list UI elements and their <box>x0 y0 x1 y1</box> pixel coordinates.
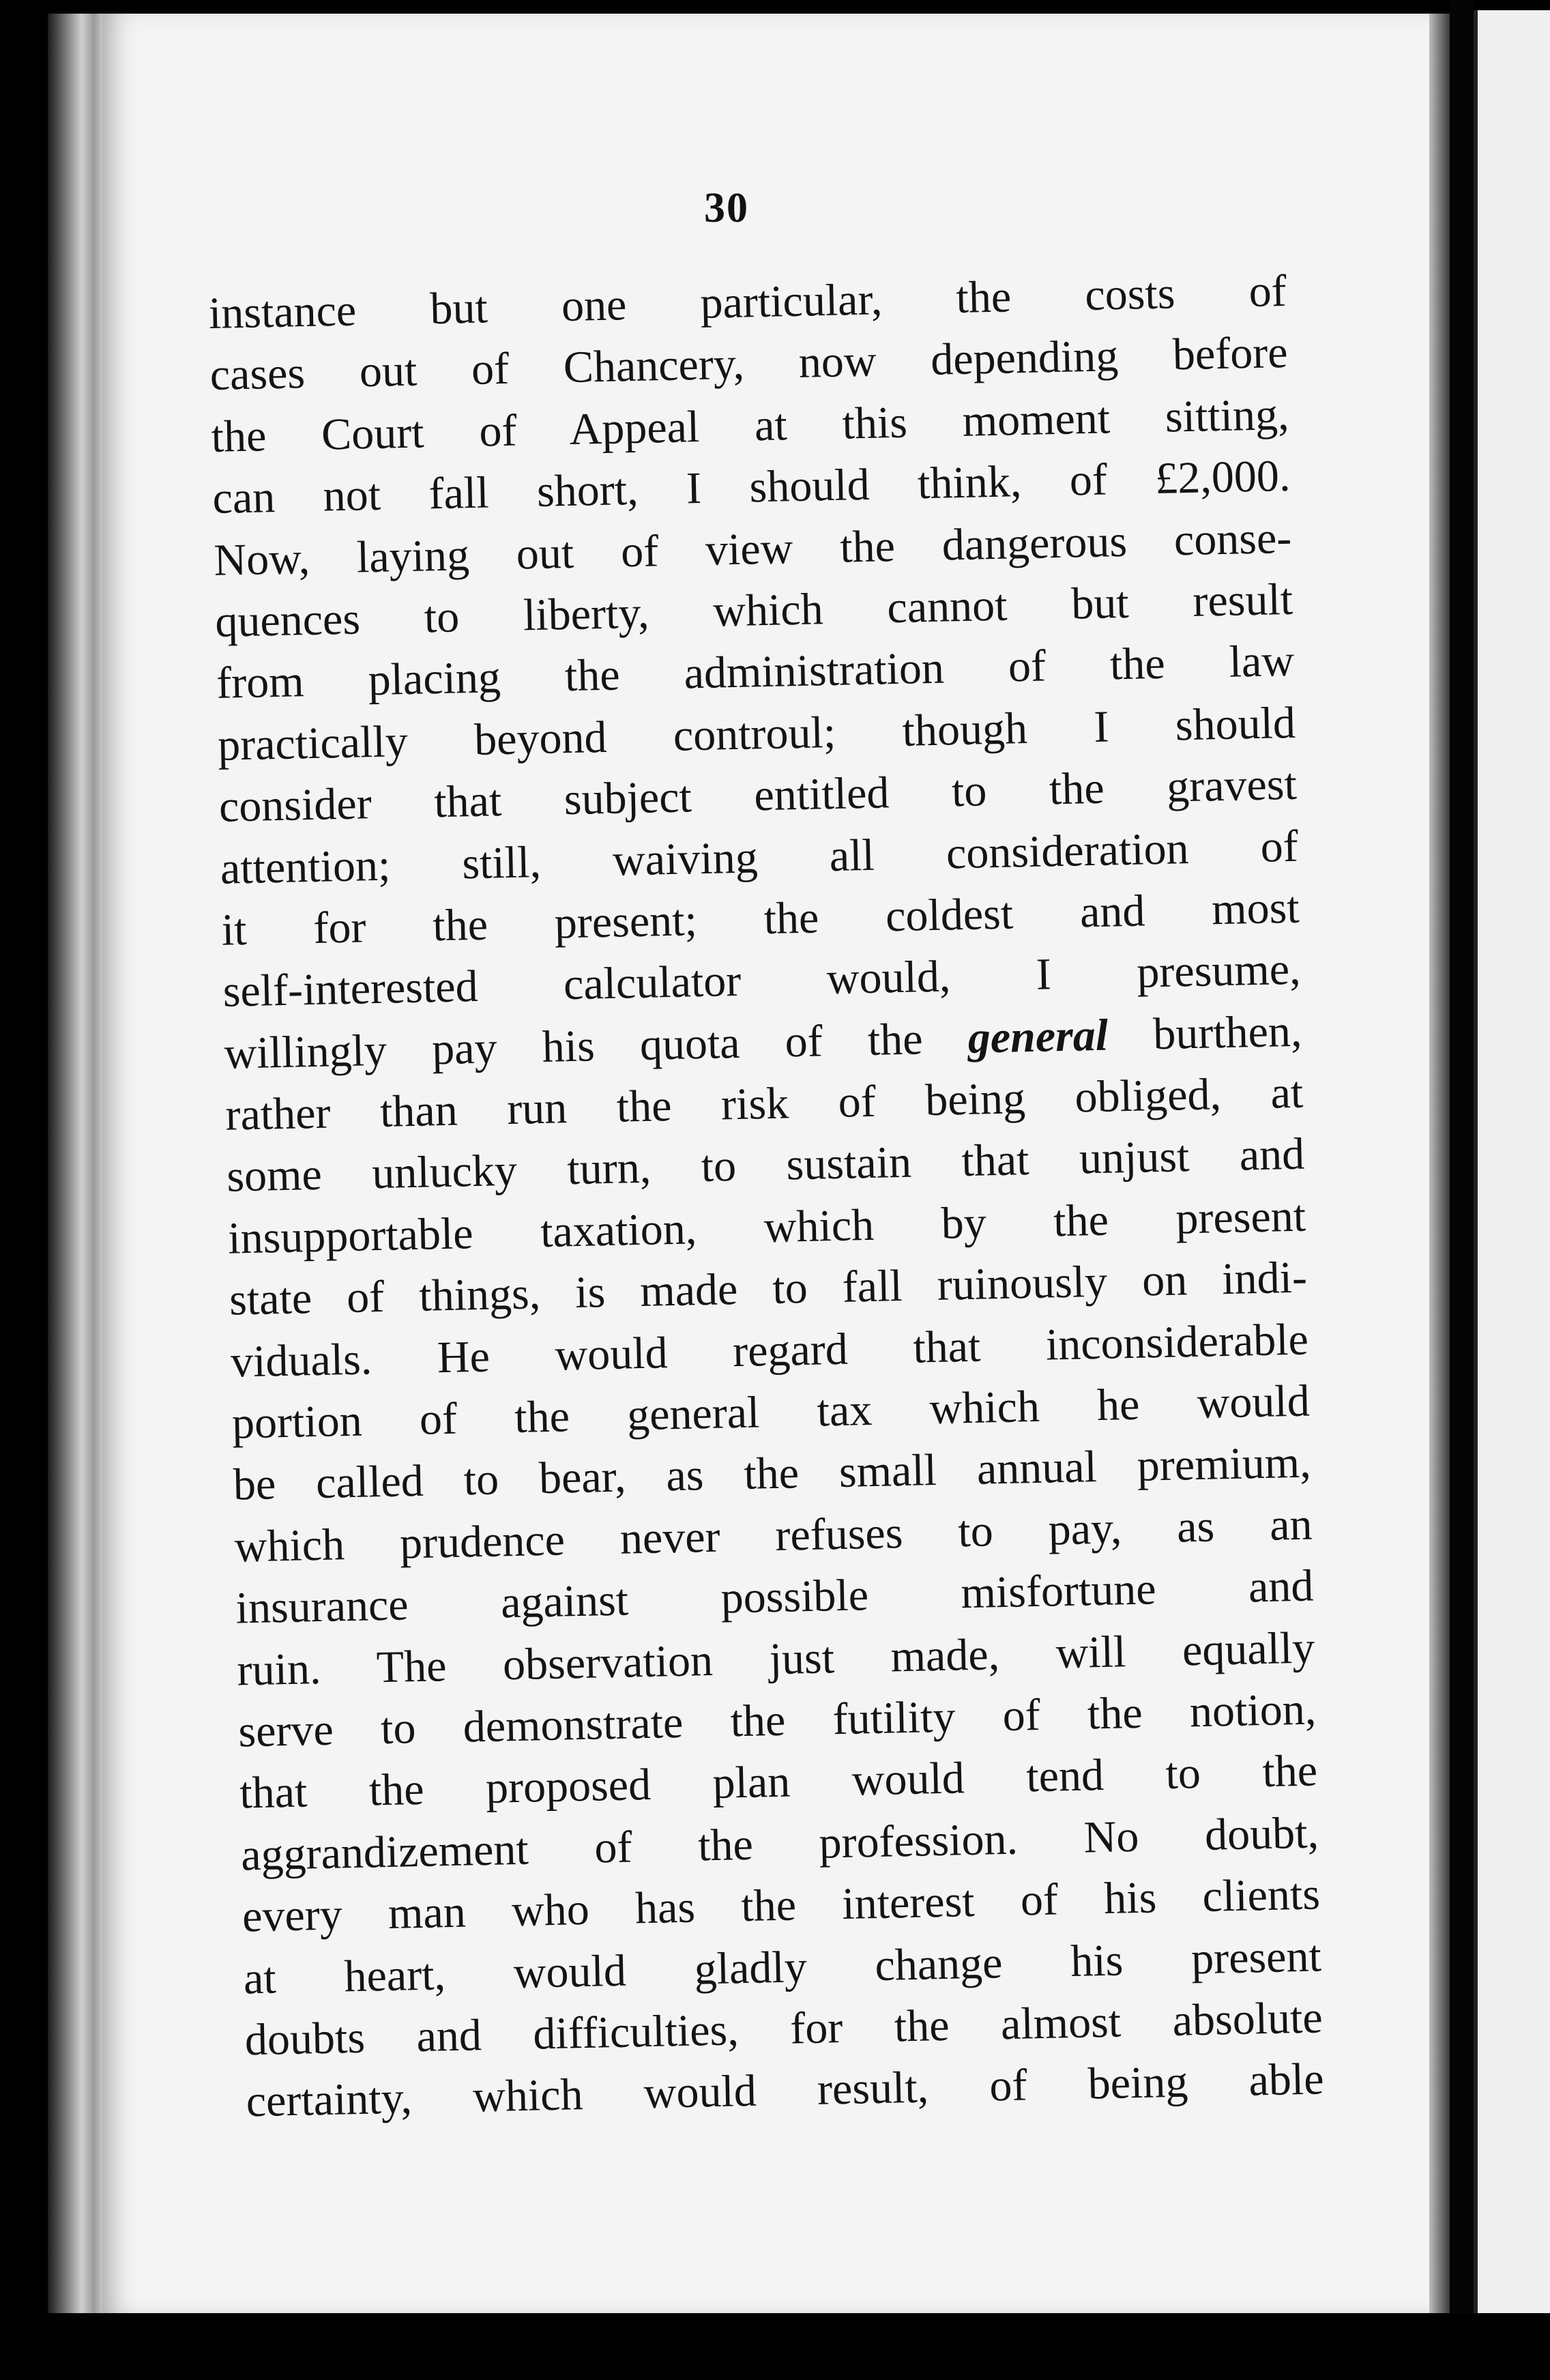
text-segment: willingly pay his quota of the <box>223 1014 924 1079</box>
page-number: 30 <box>704 185 749 231</box>
text-line: it for the present; the coldest and most <box>221 882 1300 955</box>
text-line: aggrandizement of the profession. No doubt, <box>240 1808 1319 1881</box>
text-line: instance but one particular, the costs of <box>208 265 1287 338</box>
facing-page-sliver <box>1474 10 1550 2313</box>
text-line: from placing the administration of the law <box>216 636 1295 709</box>
text-line: every man who has the interest of his clients <box>242 1869 1321 1942</box>
text-line: serve to demonstrate the futility of the notion, <box>237 1684 1317 1757</box>
text-line: Now, laying out of view the dangerous conse- <box>213 512 1292 585</box>
text-line: self-interested calculator would, I presume, <box>222 944 1302 1017</box>
text-line: quences to liberty, which cannot but result <box>214 574 1293 647</box>
text-line: that the proposed plan would tend to the <box>239 1745 1318 1818</box>
text-line: be called to bear, as the small annual premium, <box>233 1437 1312 1511</box>
italic-word: general <box>967 1010 1109 1063</box>
text-line: some unlucky turn, to sustain that unjust and <box>226 1129 1305 1202</box>
body-text <box>208 261 1324 2133</box>
text-segment: burthen, <box>1152 1006 1303 1059</box>
text-line: which prudence never refuses to pay, as an <box>234 1499 1313 1572</box>
text-line: practically beyond controul; though I should <box>217 697 1296 770</box>
text-line: at heart, would gladly change his present <box>243 1930 1322 2003</box>
text-line: attention; still, waiving all consideration of <box>220 821 1299 894</box>
text-line: rather than run the risk of being obliged, at <box>224 1067 1304 1140</box>
book-right-page-edge <box>1429 14 1450 2313</box>
text-line: insupportable taxation, which by the present <box>227 1191 1306 1264</box>
text-line: the Court of Appeal at this moment sitting, <box>210 389 1290 462</box>
text-line: ruin. The observation just made, will equally <box>236 1623 1315 1696</box>
text-line: doubts and difficulties, for the almost absolute <box>244 1992 1324 2065</box>
scan-bottom-border <box>0 2313 1550 2380</box>
book-gutter <box>1450 0 1474 2380</box>
text-line: insurance against possible misfortune and <box>235 1561 1315 1634</box>
text-line: consider that subject entitled to the gravest <box>218 759 1298 832</box>
text-line: can not fall short, I should think, of £2,000. <box>211 451 1291 524</box>
text-line: certainty, which would result, of being able <box>246 2054 1325 2127</box>
text-line: viduals. He would regard that inconsiderable <box>230 1314 1309 1387</box>
book-left-page-edge <box>48 14 109 2313</box>
text-line: state of things, is made to fall ruinously on indi- <box>229 1252 1308 1325</box>
text-line: cases out of Chancery, now depending before <box>209 328 1289 401</box>
text-line: portion of the general tax which he would <box>231 1376 1311 1449</box>
